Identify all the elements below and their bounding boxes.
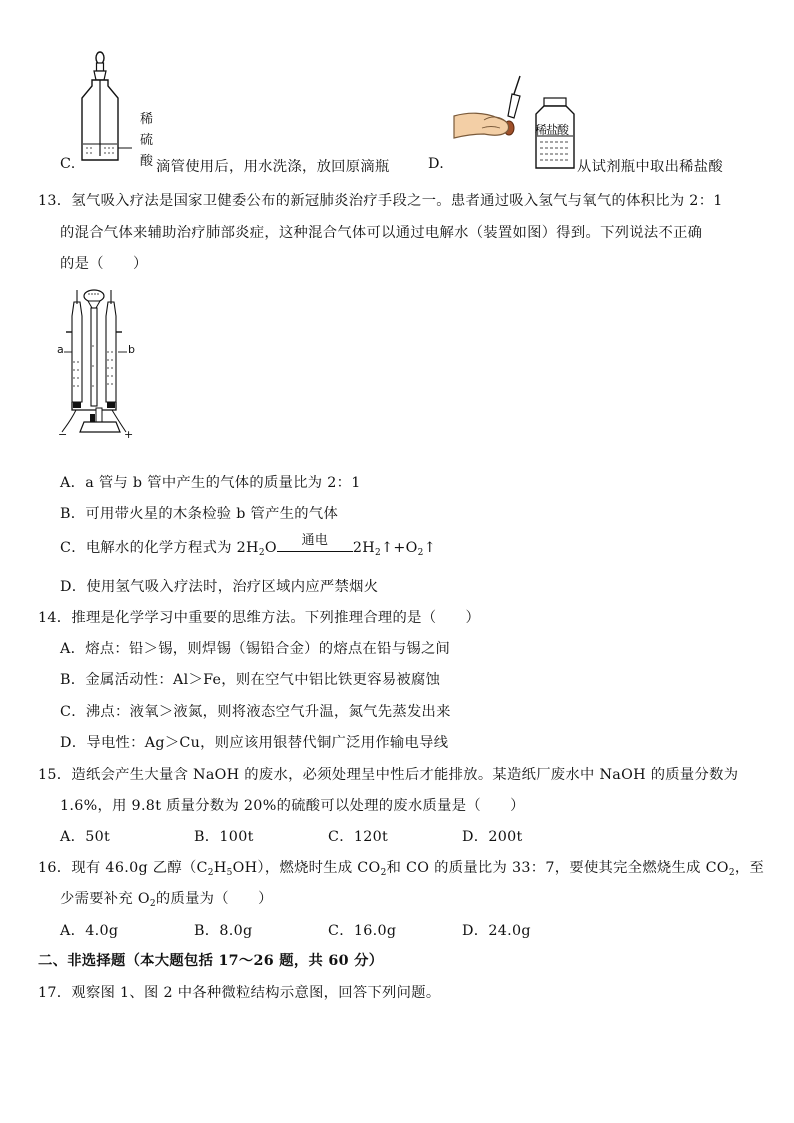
- bottle-label-char-1: 稀: [140, 112, 154, 127]
- q15-option-a: A．50t: [60, 829, 111, 845]
- q16-line2-part-b: 的质量为（ ）: [155, 891, 273, 907]
- q15-option-d: D．200t: [462, 829, 523, 845]
- q13-option-a: A．a 管与 b 管中产生的气体的质量比为 2：1: [60, 475, 361, 491]
- q14-option-d: D．导电性：Ag＞Cu，则应该用银替代铜广泛用作输电导线: [60, 735, 449, 751]
- electrolysis-apparatus-figure: [58, 286, 148, 444]
- q17-stem: 17．观察图 1、图 2 中各种微粒结构示意图，回答下列问题。: [38, 985, 441, 1001]
- q13-option-b: B．可用带火星的木条检验 b 管产生的气体: [60, 506, 339, 522]
- hand-dropper-figure: [454, 72, 534, 152]
- q15-stem-line-2: 1.6%，用 9.8t 质量分数为 20%的硫酸可以处理的废水质量是（ ）: [60, 798, 525, 814]
- reagent-bottle-label: 稀盐酸: [535, 123, 569, 137]
- q14-option-b: B．金属活动性：Al＞Fe，则在空气中铝比铁更容易被腐蚀: [60, 672, 441, 688]
- q16-line1-part-c: 和 CO 的质量比为 33：7，要使其完全燃烧生成 CO: [386, 860, 729, 876]
- q13-option-d: D．使用氢气吸入疗法时，治疗区域内应严禁烟火: [60, 579, 379, 595]
- dropper-bottle-figure: [80, 48, 140, 168]
- q15-option-b: B．100t: [194, 829, 254, 845]
- section-2-heading: 二、非选择题（本大题包括 17～26 题，共 60 分）: [38, 953, 384, 969]
- q13-option-c: C．电解水的化学方程式为 $2H_2O$ 通电 $2H_2↑+O_2↑$: [60, 537, 436, 557]
- q14-option-c: C．沸点：液氧＞液氮，则将液态空气升温，氮气先蒸发出来: [60, 704, 451, 720]
- bottle-label-char-3: 酸: [140, 154, 154, 169]
- equation-condition: 通电: [301, 533, 329, 548]
- q13-stem-line-2: 的混合气体来辅助治疗肺部炎症，这种混合气体可以通过电解水（装置如图）得到。下列说法不正确: [60, 225, 703, 241]
- q16-option-b: B．8.0g: [194, 923, 253, 939]
- q16-option-d: D．24.0g: [462, 923, 531, 939]
- q13-option-c-prefix: C．电解水的化学方程式为 2H: [60, 540, 259, 556]
- q15-stem-line-1: 15．造纸会产生大量含 NaOH 的废水，必须处理呈中性后才能排放。某造纸厂废水中 NaOH 的质量分数为: [38, 767, 739, 783]
- electrode-plus-label: +: [124, 428, 134, 441]
- q16-line1-part-b: OH），燃烧时生成 CO: [232, 860, 381, 876]
- q14-stem: 14．推理是化学学习中重要的思维方法。下列推理合理的是（ ）: [38, 610, 481, 626]
- q13-stem-line-1: 13．氢气吸入疗法是国家卫健委公布的新冠肺炎治疗手段之一。患者通过吸入氢气与氧气的体积比为 2：1: [38, 193, 723, 209]
- q16-stem-line-2: 少需要补充 $O_2$的质量为（ ）: [60, 891, 273, 909]
- q13-stem-line-3: 的是（ ）: [60, 256, 148, 272]
- equation-arrow-line: [277, 551, 353, 552]
- q16-option-a: A．4.0g: [60, 923, 119, 939]
- tube-pointer-lines: [64, 351, 128, 353]
- q16-option-c: C．16.0g: [328, 923, 397, 939]
- q16-stem-line-1: 16．现有 46.0g 乙醇$(C_2H_5OH)$，燃烧时生成 $CO_2$和 CO 的质量比为 33：7，要使其完全燃烧生成 $CO_2$，至: [38, 860, 765, 878]
- q14-option-a: A．熔点：铅＞锡，则焊锡（锡铅合金）的熔点在铅与锡之间: [60, 641, 451, 657]
- option-c-label: C.: [60, 156, 76, 172]
- bottle-label-char-2: 硫: [140, 133, 154, 148]
- option-c-text: 滴管使用后，用水洗涤，放回原滴瓶: [156, 159, 390, 175]
- tube-label-b: b: [128, 343, 135, 356]
- option-d-label: D.: [428, 156, 445, 172]
- electrode-minus-label: −: [58, 428, 68, 441]
- q16-line1-part-d: ，至: [734, 860, 765, 876]
- tube-label-a: a: [57, 343, 64, 356]
- q15-option-c: C．120t: [328, 829, 389, 845]
- q16-line1-part-a: 16．现有 46.0g 乙醇（C: [38, 860, 208, 876]
- option-d-text: 从试剂瓶中取出稀盐酸: [577, 159, 723, 175]
- q16-line2-part-a: 少需要补充 O: [60, 891, 150, 907]
